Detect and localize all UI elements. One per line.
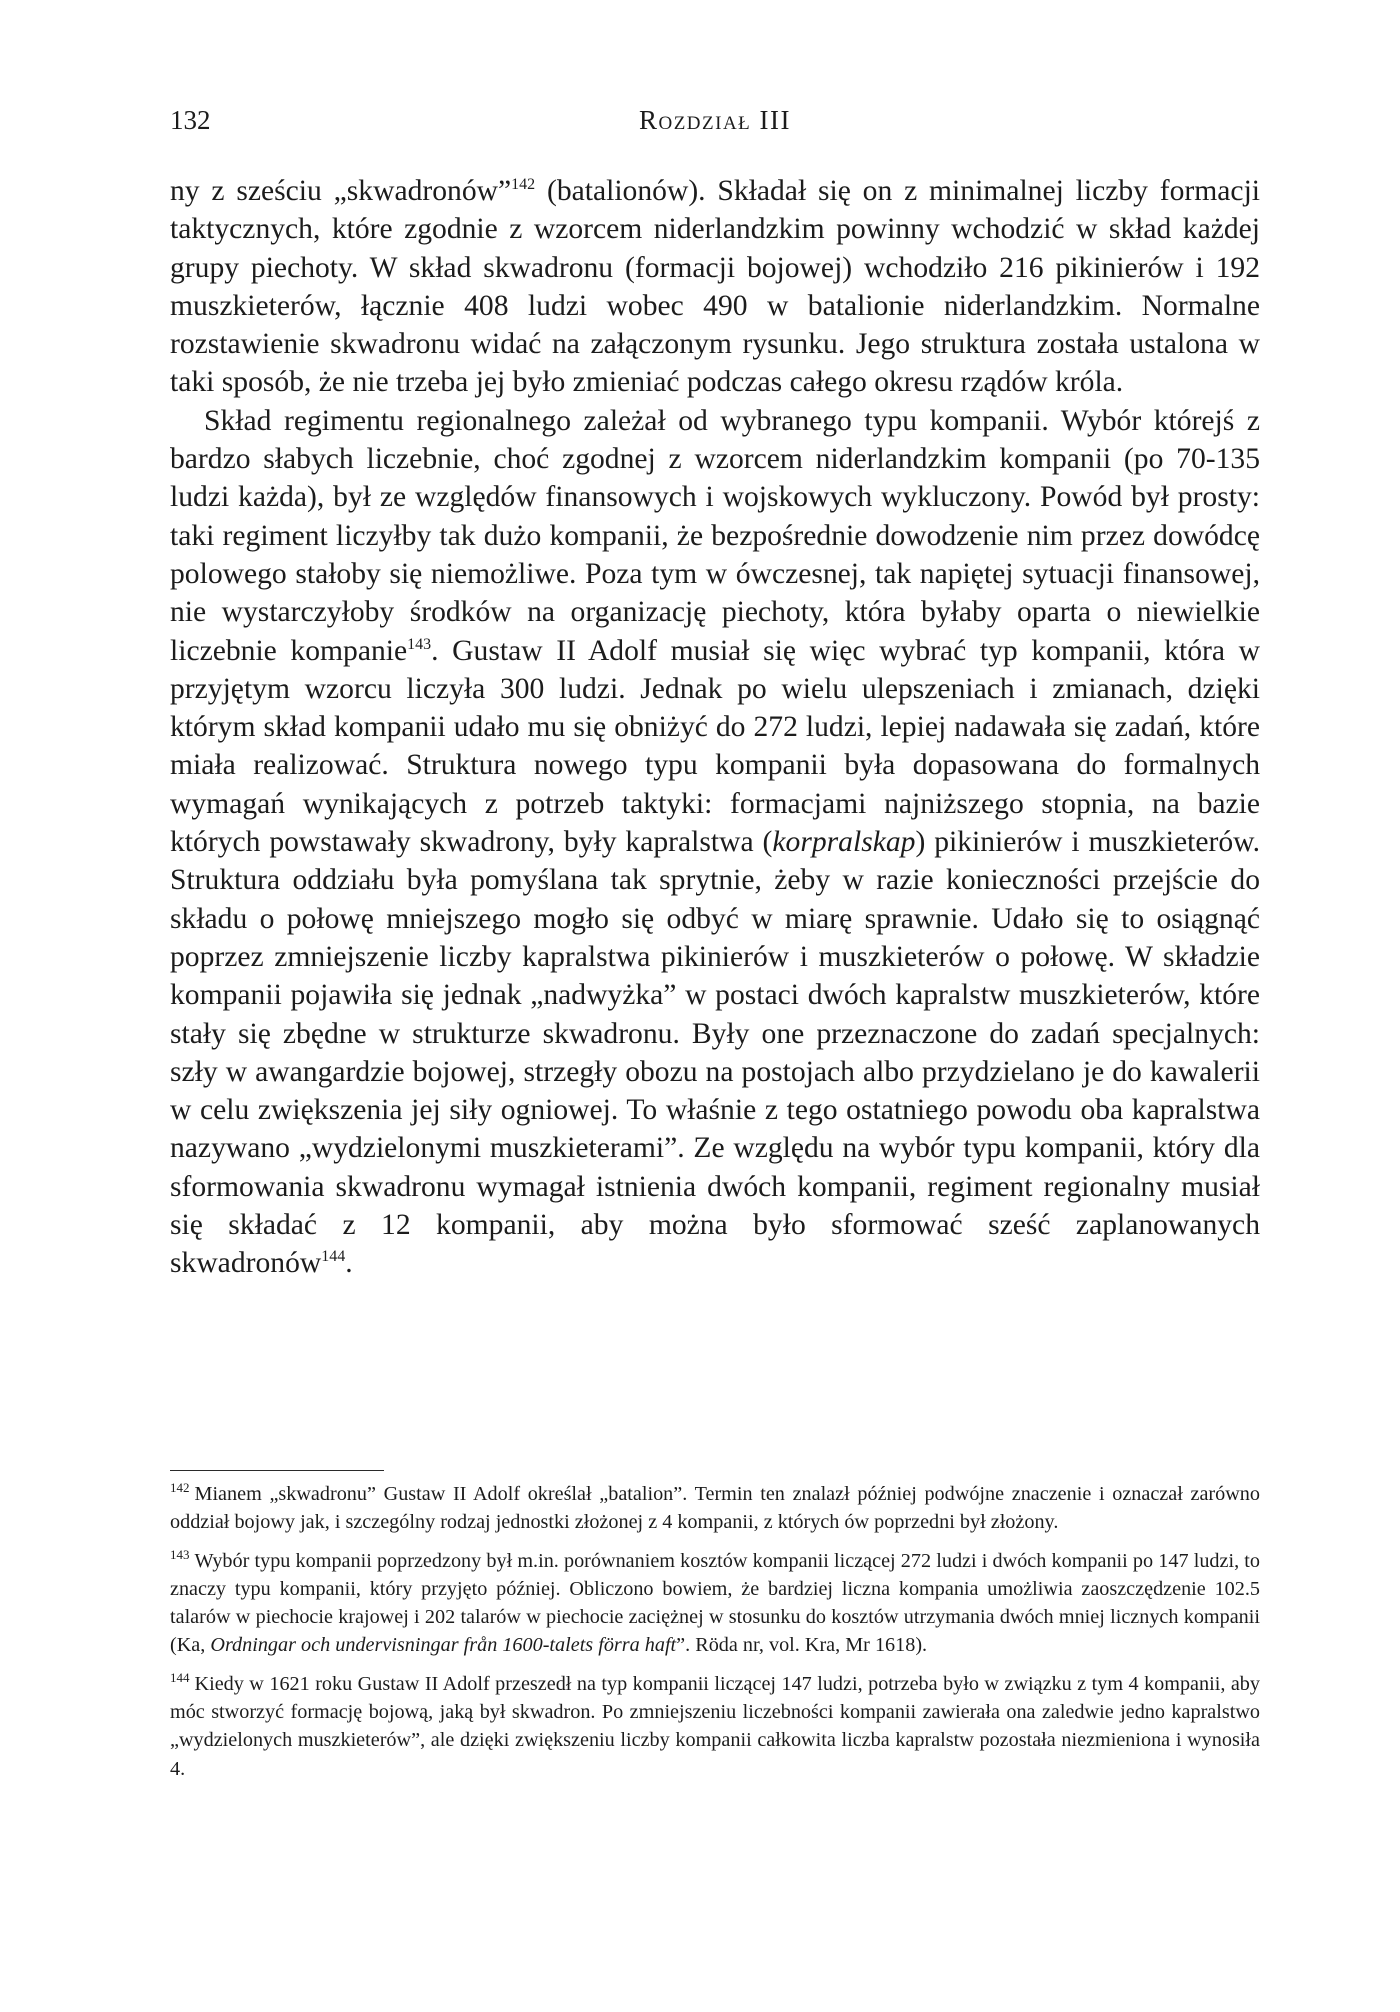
paragraph-1 <box>170 172 1260 402</box>
footnote-text: Mianem „skwadronu” Gustaw II Adolf określał „batalion”. Termin ten znalazł później podwójne znaczenie i oznaczał zarówno oddział bojowy jak, i szczególny rodzaj jednostki złożonej z 4 kompanii, z których ów poprzedni był złożony. <box>170 1483 1260 1534</box>
paragraph-2-text-c: ) pikinierów i muszkieterów. Struktura oddziału była pomyślana tak sprytnie, żeby w razie konieczności przejście do składu o połowę mniejszego mogło się odbyć w miarę sprawnie. Udało się to osiągnąć poprzez zmniejszenie liczby kapralstwa pikinierów i muszkieterów o połowę. W składzie kompanii pojawiła się jednak „nadwyżka” w postaci dwóch kapralstw muszkieterów, które stały się zbędne w strukturze skwadronu. Były one przeznaczone do zadań specjalnych: szły w awangardzie bojowej, strzegły obozu na postojach albo przydzielano je do kawalerii w celu zwiększenia jej siły ogniowej. To właśnie z tego ostatniego powodu oba kapralstwa nazywano „wydzielonymi muszkieterami”. Ze względu na wybór typu kompanii, który dla sformowania skwadronu wymagał istnienia dwóch kompanii, regiment regionalny musiał się składać z 12 kompanii, aby można było sformować sześć zaplanowanych skwadronów <box>170 826 1260 1280</box>
footnote-144 <box>170 1670 1260 1783</box>
footnote-separator <box>170 1470 384 1471</box>
footnote-ref-143: 143 <box>407 635 432 653</box>
footnote-143 <box>170 1547 1260 1660</box>
paragraph-2-text-a: Skład regimentu regionalnego zależał od wybranego typu kompanii. Wybór którejś z bardzo słabych liczebnie, choć zgodnej z wzorcem niderlandzkim kompanii (po 70-135 ludzi każda), był ze względów finansowych i wojskowych wykluczony. Powód był prosty: taki regiment liczyłby tak dużo kompanii, że bezpośrednie dowodzenie nim przez dowódcę polowego stałoby się niemożliwe. Poza tym w ówczesnej, tak napiętej sytuacji finansowej, nie wystarczyłoby środków na organizację piechoty, która byłaby oparta o niewielkie liczebnie kompanie <box>170 404 1260 667</box>
page-number: 132 <box>170 105 211 135</box>
footnote-text-end: ”. Röda nr, vol. Kra, Mr 1618). <box>676 1634 928 1657</box>
footnotes <box>170 1480 1260 1793</box>
footnote-text: Wybór typu kompanii poprzedzony był m.in. porównaniem kosztów kompanii liczącej 272 ludzi i dwóch kompanii po 147 ludzi, to znaczy typu kompanii, który przyjęto później. Obliczono bowiem, że bardziej liczna kompania umożliwia zaoszczędzenie 102.5 talarów w piechocie krajowej i 202 talarów w piechocie zaciężnej w stosunku do kosztów utrzymania dwóch mniej licznych kompanii (Ka, <box>170 1549 1260 1657</box>
footnote-ref-144: 144 <box>321 1248 346 1266</box>
paragraph-2-text-d: . <box>345 1247 353 1280</box>
paragraph-1-text-b: (batalionów). Składał się on z minimalnej liczby formacji taktycznych, które zgodnie z wzorcem niderlandzkim powinny wchodzić w skład każdej grupy piechoty. W skład skwadronu (formacji bojowej) wchodziło 216 pikinierów i 192 muszkieterów, łącznie 408 ludzi wobec 490 w batalionie niderlandzkim. Normalne rozstawienie skwadronu widać na załączonym rysunku. Jego struktura została ustalona w taki sposób, że nie trzeba jej było zmieniać podczas całego okresu rządów króla. <box>170 175 1261 399</box>
footnote-number: 144 <box>170 1670 190 1686</box>
footnote-text: Kiedy w 1621 roku Gustaw II Adolf przeszedł na typ kompanii liczącej 147 ludzi, potrzeba było w związku z tym 4 kompanii, aby móc stworzyć formację bojową, jaką był skwadron. Po zmniejszeniu liczebności kompanii zawierała ona zaledwie jedno kapralstwo „wydzielonych muszkieterów”, ale dzięki zwiększeniu liczby kompanii całkowita liczba kapralstw pozostała niezmieniona i wynosiła 4. <box>170 1672 1260 1780</box>
paragraph-1-text-a: ny z sześciu „skwadronów” <box>170 175 512 207</box>
footnote-142 <box>170 1480 1260 1537</box>
footnote-number: 143 <box>170 1546 190 1562</box>
running-head <box>170 100 1260 140</box>
main-text <box>170 172 1260 1283</box>
paragraph-2 <box>170 402 1260 1283</box>
chapter-title: Rozdział III <box>638 105 792 135</box>
paragraph-2-text-b: . Gustaw II Adolf musiał się więc wybrać typ kompanii, która w przyjętym wzorcu liczyła 300 ludzi. Jednak po wielu ulepszeniach i zmianach, dzięki którym skład kompanii udało mu się obniżyć do 272 ludzi, lepiej nadawała się zadań, które miała realizować. Struktura nowego typu kompanii była dopasowana do formalnych wymagań wynikających z potrzeb taktyki: formacjami najniższego stopnia, na bazie których powstawały skwadrony, były kapralstwa ( <box>170 634 1260 859</box>
footnote-italic-title: Ordningar och undervisningar från 1600-talets förra haft <box>210 1634 677 1657</box>
footnote-ref-142: 142 <box>511 176 536 194</box>
footnote-number: 142 <box>170 1480 190 1496</box>
paragraph-2-italic-term: korpralskap <box>772 826 916 859</box>
